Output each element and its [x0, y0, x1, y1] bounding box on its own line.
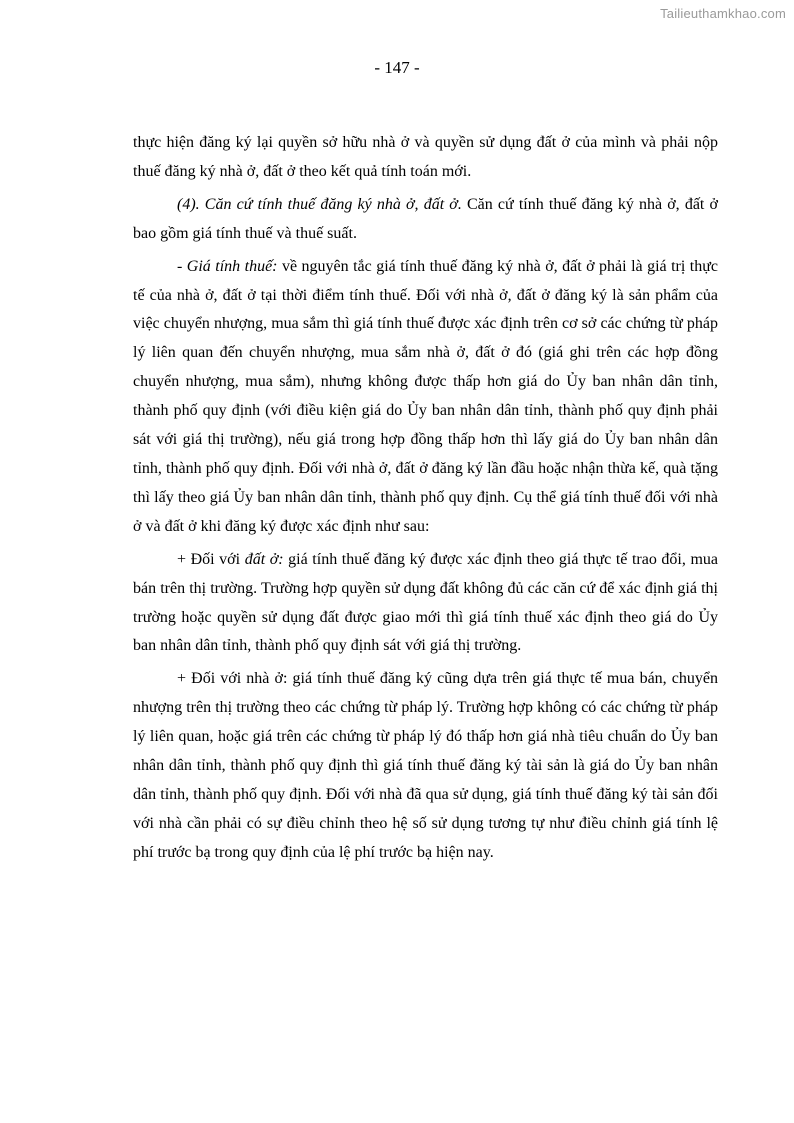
term-heading: đất ở:	[244, 550, 284, 568]
paragraph-text: giá tính thuế đăng ký được xác định theo giá thực tế trao đổi, mua bán trên thị trường. Trường hợp quyền sử dụng đất không đủ các căn cứ để xác định giá thị trường hoặc quyền sử dụng đất được giao mới thì giá tính thuế xác định theo giá do Ủy ban nhân dân tỉnh, thành phố quy định sát với giá thị trường.	[133, 550, 719, 655]
list-dash: -	[177, 257, 187, 275]
section-heading: (4). Căn cứ tính thuế đăng ký nhà ở, đất ở.	[177, 195, 462, 213]
list-prefix: + Đối với	[177, 550, 245, 568]
paragraph-text: + Đối với nhà ở: giá tính thuế đăng ký cũng dựa trên giá thực tế mua bán, chuyển nhượng trên thị trường theo các chứng từ pháp lý. Trường hợp không có các chứng từ pháp lý liên quan, hoặc giá trên các chứng từ pháp lý đó thấp hơn giá nhà tiêu chuẩn do Ủy ban nhân dân tỉnh, thành phố quy định thì giá tính thuế đăng ký tài sản là giá do Ủy ban nhân dân tỉnh, thành phố quy định. Đối với nhà đã qua sử dụng, giá tính thuế đăng ký tài sản đối với nhà cần phải có sự điều chỉnh theo hệ số sử dụng tương tự như điều chỉnh giá tính lệ phí trước bạ trong quy định của lệ phí trước bạ hiện nay.	[133, 670, 718, 861]
paragraph-text: thực hiện đăng ký lại quyền sở hữu nhà ở và quyền sử dụng đất ở của mình và phải nộp thuế đăng ký nhà ở, đất ở theo kết quả tính toán mới.	[133, 134, 718, 180]
paragraph-tax-price	[133, 253, 718, 542]
paragraph-land	[133, 546, 718, 662]
page-number: - 147 -	[374, 58, 420, 77]
watermark-text: Tailieuthamkhao.com	[660, 6, 786, 21]
paragraph-text: Căn cứ tính thuế đăng ký nhà ở, đất ở bao gồm giá tính thuế và thuế suất.	[133, 195, 718, 242]
term-heading: Giá tính thuế:	[186, 257, 278, 275]
document-body	[133, 129, 718, 872]
paragraph-housing	[133, 665, 718, 867]
paragraph-continuation	[133, 129, 718, 187]
paragraph-tax-basis	[133, 191, 718, 249]
paragraph-text: về nguyên tắc giá tính thuế đăng ký nhà ở, đất ở phải là giá trị thực tế của nhà ở, đất ở tại thời điểm tính thuế. Đối với nhà ở, đất ở đăng ký là sản phẩm của việc chuyển nhượng, mua sắm thì giá tính thuế được xác định trên cơ sở các chứng từ pháp lý liên quan đến chuyển nhượng, mua sắm nhà ở, đất ở đó (giá ghi trên các hợp đồng chuyển nhượng, mua sắm), nhưng không được thấp hơn giá do Ủy ban nhân dân tỉnh, thành phố quy định (với điều kiện giá do Ủy ban nhân dân tỉnh, thành phố quy định phải sát với giá thị trường), nếu giá trong hợp đồng thấp hơn thì lấy giá do Ủy ban nhân dân tỉnh, thành phố quy định. Đối với nhà ở, đất ở đăng ký lần đầu hoặc nhận thừa kế, quà tặng thì lấy theo giá Ủy ban nhân dân tỉnh, thành phố quy định. Cụ thể giá tính thuế đối với nhà ở và đất ở khi đăng ký được xác định như sau:	[133, 257, 719, 535]
